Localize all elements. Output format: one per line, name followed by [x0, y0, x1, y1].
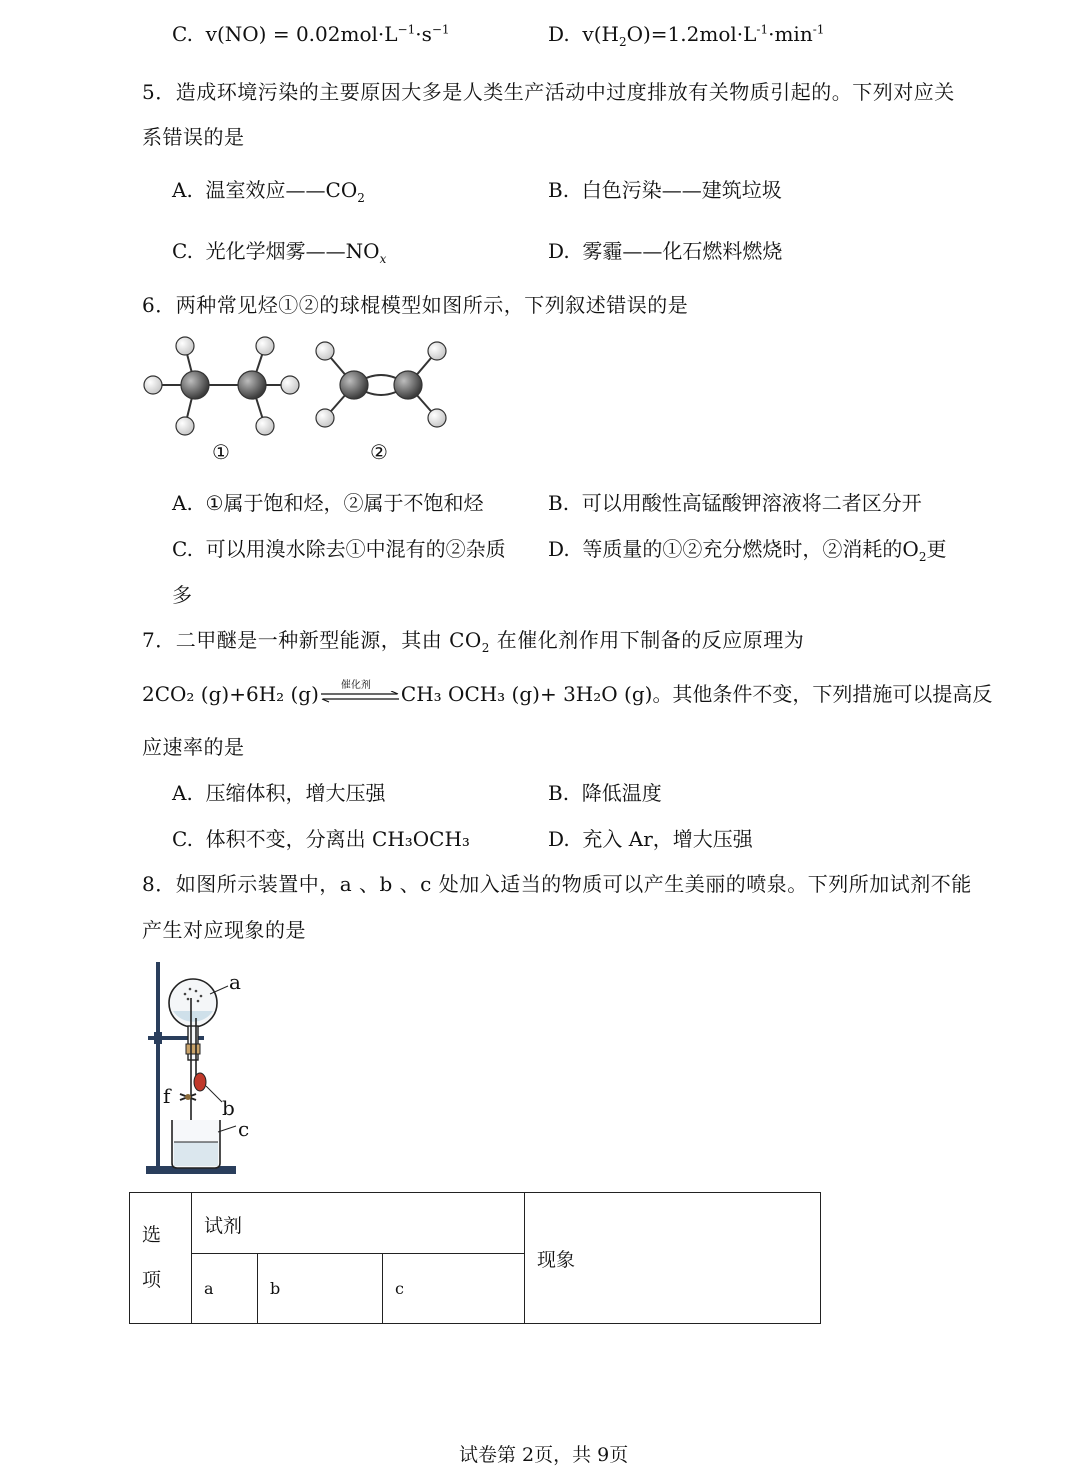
q7-stem: 7．二甲醚是一种新型能源，其由 $CO_2$ 在催化剂作用下制备的反应原理为	[142, 628, 805, 655]
fig-label-1: ①	[212, 440, 230, 464]
catalyst-label: 催化剂	[340, 679, 371, 691]
equation-lhs: 2CO₂ (g)+6H₂ (g)	[142, 682, 319, 706]
fig-label-b: b	[222, 1096, 235, 1120]
fig-label-c: c	[238, 1117, 250, 1141]
q5-stem-line1: 5．造成环境污染的主要原因大多是人类生产活动中过度排放有关物质引起的。下列对应关	[142, 80, 955, 104]
c-atom	[238, 371, 266, 399]
h-atom	[428, 342, 446, 360]
c-atom	[394, 371, 422, 399]
header-col-c: c	[383, 1254, 525, 1324]
equilibrium-arrow-icon	[319, 691, 401, 703]
q6-stem: 6．两种常见烃①②的球棍模型如图所示，下列叙述错误的是	[142, 293, 689, 317]
fig-label-a: a	[229, 970, 241, 994]
page-footer: 试卷第 2页，共 9页	[459, 1444, 629, 1466]
q6-option-c: C. 可以用溴水除去①中混有的②杂质	[172, 537, 506, 561]
h-atom	[176, 417, 194, 435]
q6-option-b: B. 可以用酸性高锰酸钾溶液将二者区分开	[548, 491, 922, 515]
q4-option-d: D. $v(H_2O)=1.2mol\cdot L^{-1}\cdot\min^{-1}$	[548, 22, 825, 49]
q5-option-d: D. 雾霾——化石燃料燃烧	[548, 239, 783, 263]
header-option: 选 项	[130, 1193, 192, 1324]
q6-option-d-wrap: 多	[172, 583, 192, 607]
q8-stem-line2: 产生对应现象的是	[142, 918, 306, 942]
header-col-b: b	[258, 1254, 383, 1324]
ball-stick-models-figure	[138, 332, 468, 467]
q8-stem-line1: 8．如图所示装置中，a 、b 、c 处加入适当的物质可以产生美丽的喷泉。下列所加试剂不能	[142, 872, 972, 896]
fountain-apparatus-figure	[140, 958, 260, 1178]
h-atom	[144, 376, 162, 394]
q7-option-d: D. 充入 Ar，增大压强	[548, 827, 753, 851]
q5-option-b: B. 白色污染——建筑垃圾	[548, 178, 782, 202]
h-atom	[281, 376, 299, 394]
q7-option-c: C. 体积不变，分离出 CH₃OCH₃	[172, 827, 470, 851]
q5-option-a: A. 温室效应$——CO_2$	[172, 178, 365, 205]
q5-stem-line2: 系错误的是	[142, 125, 245, 149]
fig-label-f: f	[163, 1084, 171, 1108]
q5-option-c: C. 光化学烟雾$——NO_x$	[172, 239, 387, 266]
q6-option-a: A. ①属于饱和烃，②属于不饱和烃	[172, 491, 484, 515]
c-atom	[340, 371, 368, 399]
fig-label-2: ②	[370, 440, 388, 464]
h-atom	[176, 337, 194, 355]
h-atom	[256, 337, 274, 355]
q4-option-c: C. $v(NO) = 0.02mol\cdot L^{-1}\cdot s^{-1}$	[172, 22, 450, 46]
h-atom	[256, 417, 274, 435]
header-reagent: 试剂	[192, 1193, 525, 1254]
ethane-model	[153, 346, 290, 426]
q6-option-d: D. 等质量的①②充分燃烧时，②消耗的$O_2$更	[548, 537, 947, 564]
header-col-a: a	[192, 1254, 258, 1324]
header-phenomenon: 现象	[525, 1193, 821, 1324]
h-atom	[316, 342, 334, 360]
q7-equation: 2CO₂ (g)+6H₂ (g) 催化剂 CH₃ OCH₃ (g)+ 3H₂O (g)。其他条件不变，下列措施可以提高反	[142, 678, 992, 707]
h-atom	[316, 409, 334, 427]
reversible-arrow	[319, 679, 401, 707]
c-atom	[181, 371, 209, 399]
q7-option-a: A. 压缩体积，增大压强	[172, 781, 386, 805]
h-atom	[428, 409, 446, 427]
q7-option-b: B. 降低温度	[548, 781, 662, 805]
q7-stem-wrap: 应速率的是	[142, 735, 245, 759]
q8-options-table	[129, 1192, 821, 1324]
equation-rhs: CH₃ OCH₃ (g)+ 3H₂O (g)	[400, 682, 653, 706]
